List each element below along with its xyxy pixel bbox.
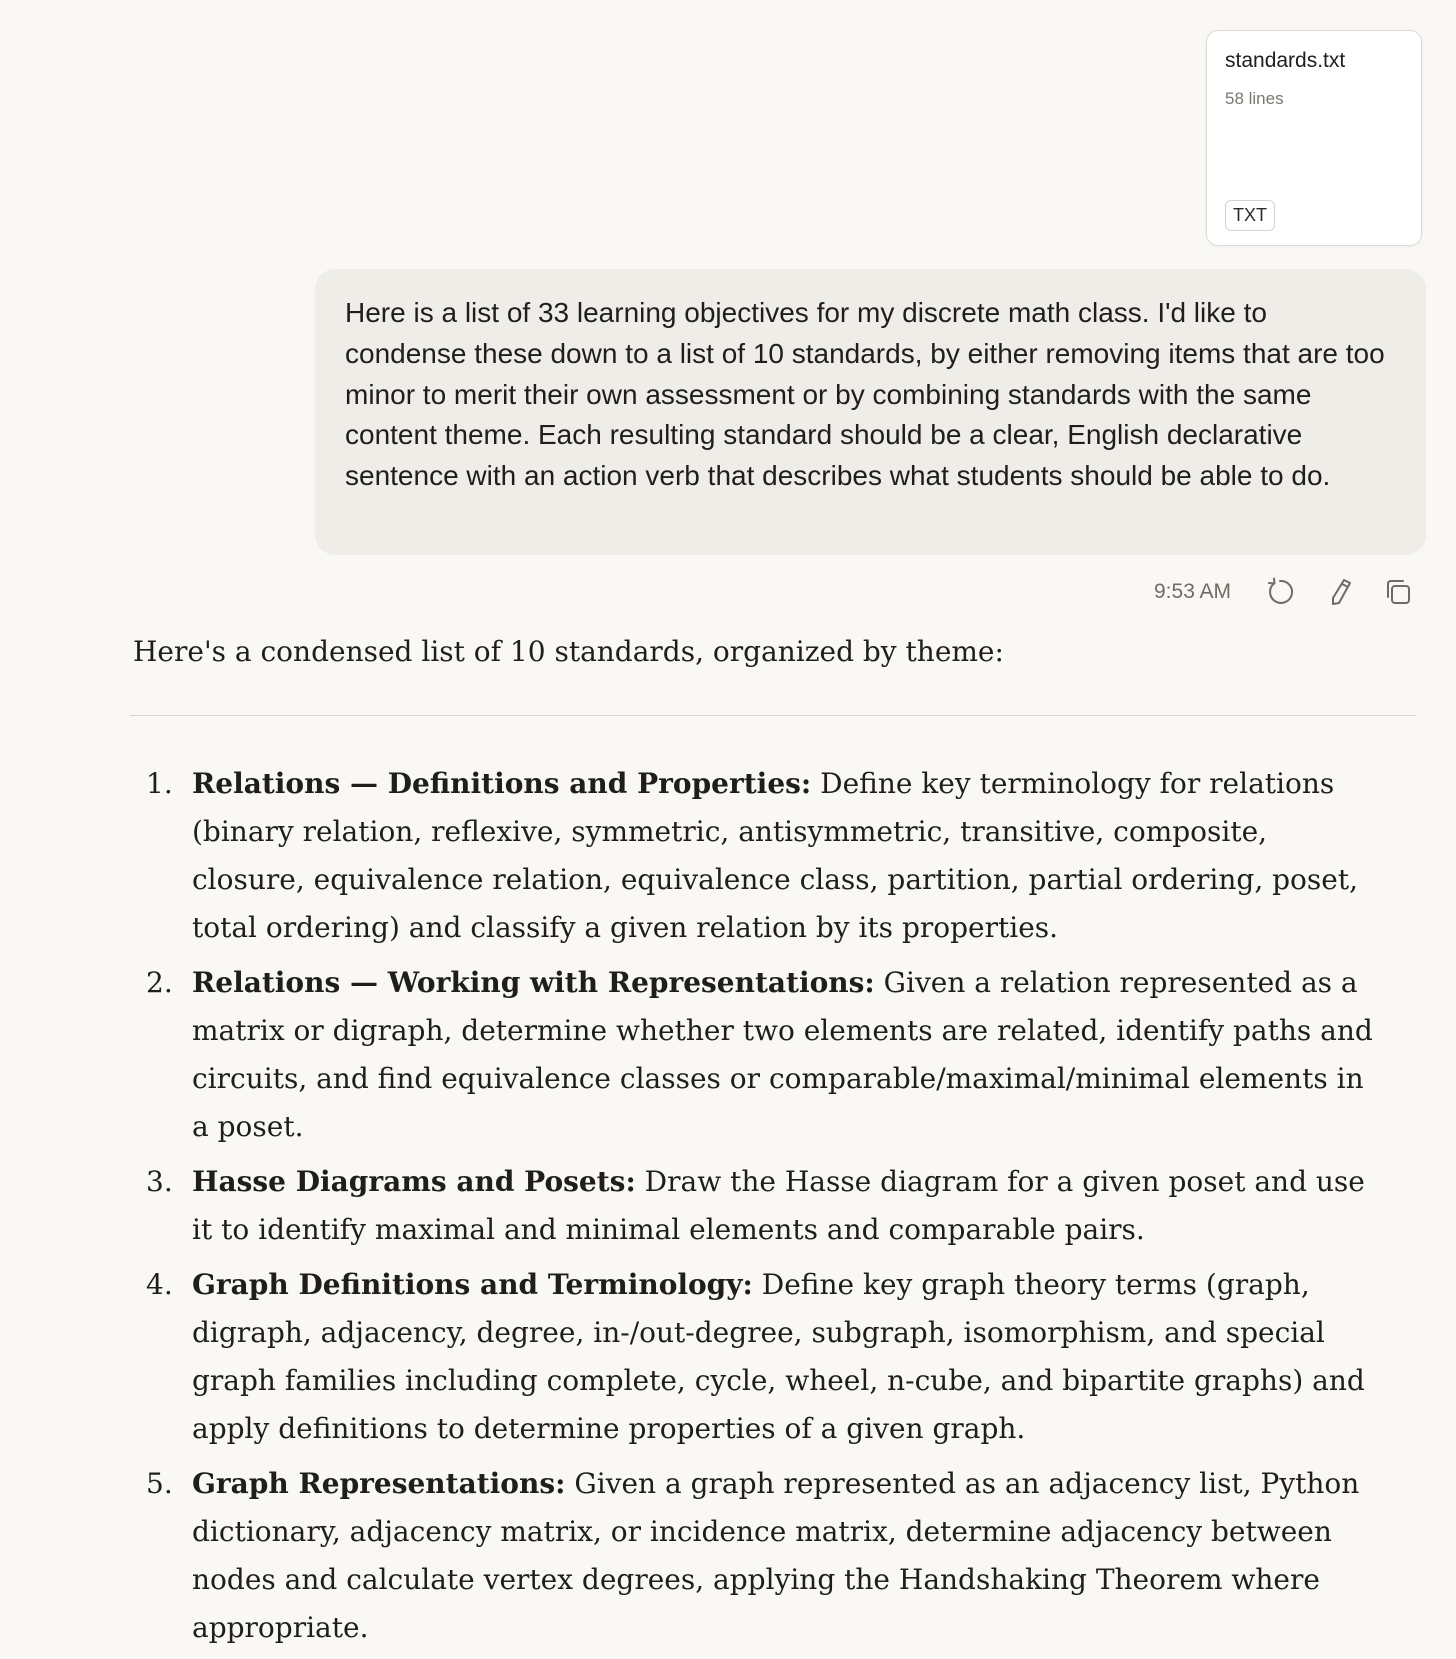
standard-body: Define key terminology for relations (binary relation, reflexive, symmetric, antisymmetric, transitive, composite, closure, equivalence relation, equivalence class, partition, partial ordering, poset, total ordering) and classify a given relation by its properties.: [192, 767, 1359, 944]
list-item-number: 3.: [146, 1165, 173, 1198]
attachment-filename: standards.txt: [1225, 49, 1346, 72]
list-item: [130, 1261, 1380, 1453]
standard-title: Hasse Diagrams and Posets:: [192, 1165, 636, 1198]
standards-list: [130, 760, 1380, 1659]
retry-button[interactable]: [1264, 576, 1296, 608]
standard-body: Draw the Hasse diagram for a given poset and use it to identify maximal and minimal elements and comparable pairs.: [192, 1165, 1365, 1246]
list-item: [130, 1158, 1380, 1254]
standard-body: Given a relation represented as a matrix or digraph, determine whether two elements are related, identify paths and circuits, and find equivalence classes or comparable/maximal/minimal elements in a poset.: [192, 966, 1373, 1143]
standard-title: Relations — Working with Representations:: [192, 966, 875, 999]
list-item-number: 1.: [146, 767, 173, 800]
copy-icon: [1383, 577, 1413, 607]
retry-icon: [1265, 577, 1295, 607]
message-actions-row: [1140, 572, 1420, 614]
edit-button[interactable]: [1324, 576, 1356, 608]
list-item: [130, 760, 1380, 952]
list-item-number: 5.: [146, 1467, 173, 1500]
list-item: [130, 1460, 1380, 1652]
attachment-type-badge: TXT: [1225, 200, 1275, 231]
standard-body: Given a graph represented as an adjacency list, Python dictionary, adjacency matrix, or incidence matrix, determine adjacency between nodes and calculate vertex degrees, applying the Handshaking Theorem where appropriate.: [192, 1467, 1360, 1644]
section-divider: [130, 715, 1416, 716]
standard-body: Define key graph theory terms (graph, digraph, adjacency, degree, in-/out-degree, subgraph, isomorphism, and special graph families including complete, cycle, wheel, n-cube, and bipartite graphs) and apply definitions to determine properties of a given graph.: [192, 1268, 1365, 1445]
list-item-number: 2.: [146, 966, 173, 999]
standard-title: Graph Representations:: [192, 1467, 566, 1500]
message-timestamp: 9:53 AM: [1154, 580, 1232, 603]
standard-title: Graph Definitions and Terminology:: [192, 1268, 753, 1301]
file-attachment-card[interactable]: [1206, 30, 1422, 246]
user-message-text: Here is a list of 33 learning objectives for my discrete math class. I'd like to condense these down to a list of 10 standards, by either removing items that are too minor to merit their own assessment or by combining standards with the same content theme. Each resulting standard should be a clear, English declarative sentence with an action verb that describes what students should be able to do.: [345, 297, 1385, 492]
attachment-line-count: 58 lines: [1225, 89, 1284, 108]
user-message-bubble: [315, 269, 1426, 555]
standard-title: Relations — Definitions and Properties:: [192, 767, 812, 800]
list-item-number: 4.: [146, 1268, 173, 1301]
pencil-icon: [1325, 577, 1355, 607]
copy-button[interactable]: [1382, 576, 1414, 608]
assistant-intro-text: Here's a condensed list of 10 standards, organized by theme:: [133, 635, 1004, 668]
list-item: [130, 959, 1380, 1151]
